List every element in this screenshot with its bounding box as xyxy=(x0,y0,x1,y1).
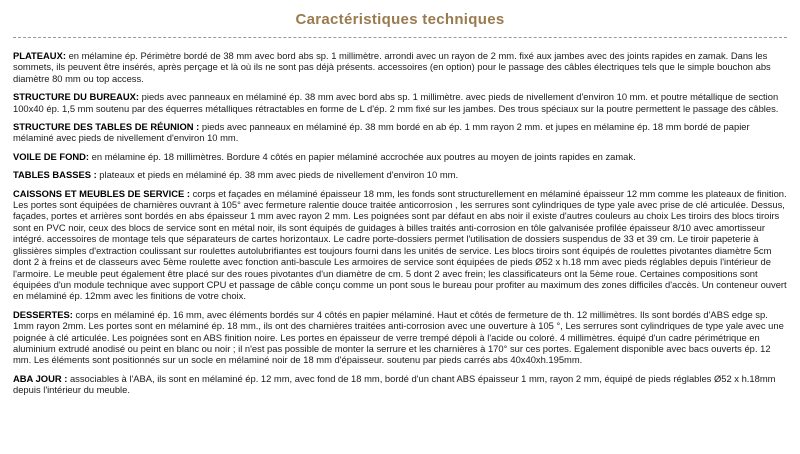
section-label: DESSERTES: xyxy=(13,308,73,320)
section-label: PLATEAUX: xyxy=(13,50,66,61)
page-title: Caractéristiques techniques xyxy=(295,11,505,28)
section-label: TABLES BASSES : xyxy=(13,169,97,181)
section-aba-jour xyxy=(13,373,787,396)
section-caissons-meubles-service xyxy=(13,188,787,302)
section-text: en mélamine ép. 18 millimètres. Bordure 4 côtés en papier mélaminé accrochée aux poutres au moyen de joints rapides en zamak. xyxy=(91,150,636,162)
section-dessertes xyxy=(13,309,787,366)
section-text: associables à l'ABA, ils sont en mélaminé ép. 12 mm, avec fond de 18 mm, bordé d'un chant ABS épaisseur 1 mm, rayon 2 mm, équipé de pieds réglables Ø52 x h.18mm depuis l'intérieur du meuble. xyxy=(13,372,776,396)
section-structure-bureaux xyxy=(13,91,787,114)
section-plateaux xyxy=(13,50,787,84)
section-text: plateaux et pieds en mélaminé ép. 38 mm avec pieds de nivellement d'environ 10 mm. xyxy=(99,169,459,181)
section-text: pieds avec panneaux en mélaminé ép. 38 mm bordé en ab ép. 1 mm rayon 2 mm. et jupes en mélamine ép. 18 mm bordé de papier mélaminé avec pieds de nivellement d'environ 10 mm. xyxy=(13,121,750,144)
section-text: corps et façades en mélaminé épaisseur 18 mm, les fonds sont structurellement en mélaminé épaisseur 12 mm comme les plateaux de finition. Les portes sont équipées de charnières ouvrant à 105° avec fermeture ralentie douce traitée anticorrosion , les serrures sont cylindriques de type yale avec prise de clé articulée. Dessus, façades, portes et arrières sont bordés en abs épaisseur 1 mm avec rayon 2 mm. Les poignées sont par défaut en abs noir il existe d'autres couleurs au choix Les tiroirs des blocs tiroirs sont en PVC noir, ceux des blocs de service sont en métal noir, ils sont équipés de guidages à billes traités anti-corrosion en tôle galvanisée profilée épaisseur 8/10 avec amortisseur intégré. accessoires de montage tels que séparateurs de cartes horizontaux. Le cadre porte-dossiers permet l'utilisation de dossiers suspendus de 33 et 39 cm. Le tiroir papeterie à glissières simples d'extraction coulissant sur roulettes autolubrifiantes est toujours fourni dans les unités de service. Les blocs tiroirs sont équipés de roulettes pivotantes diamètre 5cm dont 2 à freins et de classeurs avec 5ème roulette avec fonction anti-bascule Les armoires de service sont équipées de pieds Ø52 x h.18 mm avec pieds réglables depuis l'intérieur de l'armoire. Le meuble peut également être placé sur des roues pivotantes d'un diamètre de cm. 5 dont 2 avec frein; les classificateurs ont la 5ème roue. Certaines compositions sont équipées d'un module technique avec support CPU et passage de câble conçu comme un pont sous le bureau pour profiter au maximum des zones difficiles d'accès. Un conteneur ouvert en mélaminé ép. 12mm avec les finitions de votre choix. xyxy=(13,187,787,302)
section-label: CAISSONS ET MEUBLES DE SERVICE : xyxy=(13,187,190,199)
section-text: corps en mélaminé ép. 16 mm, avec éléments bordés sur 4 côtés en papier mélaminé. Haut et côtés de fermeture de th. 12 millimètres. Ils sont bordés d'ABS edge sp. 1mm rayon 2mm. Les portes sont en mélaminé ép. 18 mm., ils ont des charnières traitées anti-corrosion avec une ouverture à 105 °, Les serrures sont cylindriques de type yale avec une poignée à clé articulée. Les poignées sont en ABS finition noire. Les portes en épaisseur de verre trempé dépoli à l'acide ou coloré. 4 millimètres. équipé d'un cadre périmétrique en aluminium extrudé anodisé ou peint en blanc ou noir ; il n'est pas possible de monter la serrure et les charnières à 170° sur ces portes. Egalement disponible avec bacs ouverts ép. 12 mm. Les éléments sont positionnés sur un socle en mélaminé noir de 18 mm d'épaisseur. soutenu par pieds carrés abs 40x40xh.195mm. xyxy=(13,308,784,366)
dotted-divider xyxy=(13,37,787,38)
section-text: en mélamine ép. Périmètre bordé de 38 mm avec bord abs sp. 1 millimètre. arrondi avec un rayon de 2 mm. fixé aux jambes avec des joints rapides en zamak. Dans les sommets, ils peuvent être insérés, après perçage et là où ils ne sont pas déjà présents. accessoires (en option) pour le passage des câbles électriques tels que le simple bouchon abs diamètre 80 mm ou top access. xyxy=(13,50,771,84)
section-label: ABA JOUR : xyxy=(13,372,68,384)
section-label: STRUCTURE DES TABLES DE RÉUNION : xyxy=(13,121,200,133)
section-text: pieds avec panneaux en mélaminé ép. 38 mm avec bord abs sp. 1 millimètre. avec pieds de nivellement d'environ 10 mm. et poutre métallique de section 100x40 ép. 1,5 mm soutenu par des équerres métalliques rétractables en forme de L d'ép. 2 mm fixé sur les jambes. Des trous spéciaux sur la poutre permettent le passage des câbles. xyxy=(13,91,779,114)
section-structure-tables-reunion xyxy=(13,121,787,144)
section-label: STRUCTURE DU BUREAUX: xyxy=(13,91,140,103)
section-tables-basses xyxy=(13,169,787,180)
section-voile-de-fond xyxy=(13,151,787,162)
spec-content xyxy=(13,50,787,396)
section-label: VOILE DE FOND: xyxy=(13,150,90,162)
